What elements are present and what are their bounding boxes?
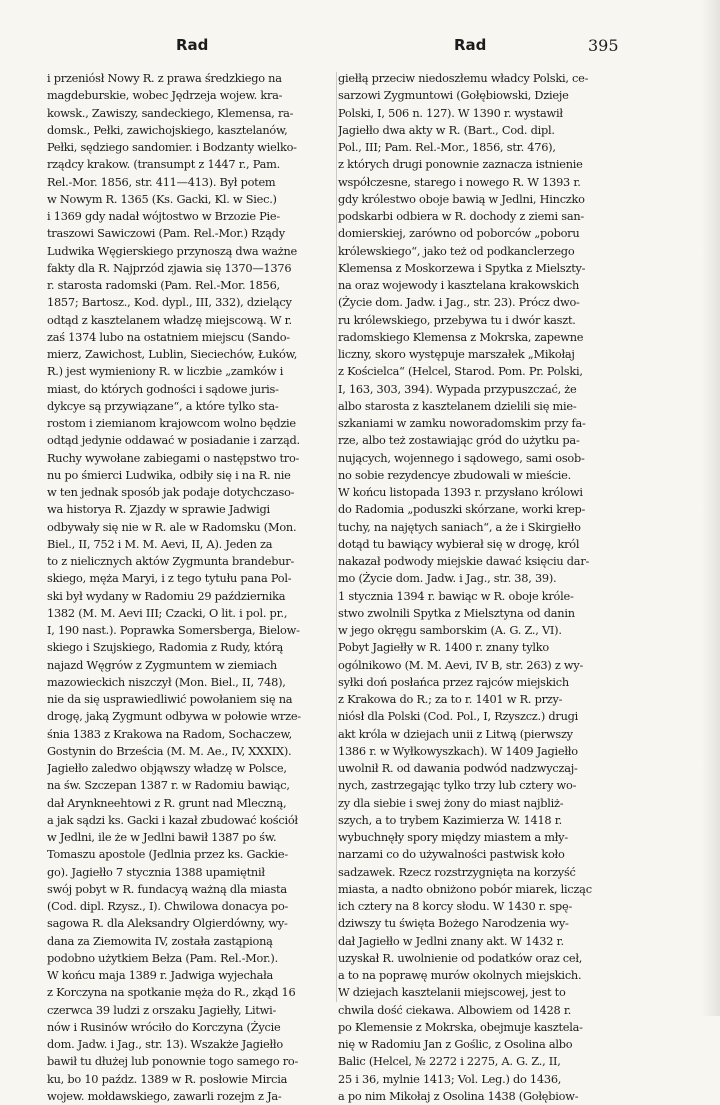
text-line: giełłą przeciw niedoszłemu władcy Polski, ce- xyxy=(338,71,589,85)
text-line: wa historya R. Zjazdy w sprawie Jadwigi xyxy=(47,502,270,517)
text-line: do Radomia „poduszki skórzane, worki krep- xyxy=(338,502,586,517)
header-left-title: Rad xyxy=(176,36,209,54)
text-line: I, 190 nast.). Poprawka Somersberga, Bielow- xyxy=(47,623,300,637)
text-line: mierz, Zawichost, Lublin, Sieciechów, Łuków, xyxy=(47,347,298,361)
text-line: rostom i ziemianom krajowcom wolno będzie xyxy=(47,416,296,430)
text-line: skiego i Szujskiego, Radomia z Rudy, którą xyxy=(47,640,284,655)
text-line: Gostynin do Brześcia (M. M. Ae., IV, XXXIX). xyxy=(47,743,292,758)
text-line: liczny, skoro występuje marszałek „Mikołaj xyxy=(338,347,575,361)
text-line: sadzawek. Rzecz rozstrzygnięta na korzyść xyxy=(338,864,576,879)
text-line: dziwszy tu święta Bożego Narodzenia wy- xyxy=(338,916,569,931)
running-header xyxy=(0,36,720,58)
text-line: najazd Węgrów z Zygmuntem w ziemiach xyxy=(47,657,277,672)
text-line: dom. Jadw. i Jag., str. 13). Wszakże Jagiełło xyxy=(47,1037,283,1051)
text-line: ku, bo 10 paźdz. 1389 w R. posłowie Mircia xyxy=(47,1071,288,1086)
text-line: tuchy, na najętych saniach“, a że i Skirgiełło xyxy=(338,519,581,534)
text-line: na św. Szczepan 1387 r. w Radomiu bawiąc, xyxy=(47,778,290,793)
text-line: ich cztery na 8 korcy słodu. W 1430 r. spę- xyxy=(338,899,573,913)
text-line: traszowi Sawiczowi (Pam. Rel.-Mor.) Rządy xyxy=(47,226,285,241)
text-line: z Korczyna na spotkanie męża do R., zkąd 16 xyxy=(47,985,296,1000)
text-line: w ten jednak sposób jak podaje dotychczaso- xyxy=(47,485,295,499)
text-line: dał Arynkneehtowi z R. grunt nad Mleczną, xyxy=(47,795,287,810)
text-line: nu po śmierci Ludwika, odbiły się i na R. nie xyxy=(47,467,291,482)
text-line: na oraz wojewody i kasztelana krakowskich xyxy=(338,278,580,292)
text-line: nie da się usprawiedliwić powołaniem się na xyxy=(47,692,293,706)
column-divider xyxy=(336,72,337,1002)
text-line: z Kościelca“ (Helcel, Starod. Pom. Pr. Polski, xyxy=(338,364,583,379)
text-line: bawił tu dłużej lub ponownie togo samego ro- xyxy=(47,1054,299,1069)
text-line: Jagiełło dwa akty w R. (Bart., Cod. dipl. xyxy=(338,122,555,137)
text-line: go). Jagiełło 7 stycznia 1388 upamiętnił xyxy=(47,864,265,879)
text-line: 1382 (M. M. Aevi III; Czacki, O lit. i pol. pr., xyxy=(47,605,288,620)
text-line: rządcy krakow. (transumpt z 1447 r., Pam. xyxy=(47,157,280,172)
text-line: dykcye są przywiązane“, a które tylko sta- xyxy=(47,398,279,413)
text-line: stwo zwolnili Spytka z Mielsztyna od danin xyxy=(338,605,575,620)
text-line: Rel.-Mor. 1856, str. 411—413). Był potem xyxy=(47,174,276,189)
text-line: dał Jagiełło w Jedlni znany akt. W 1432 r. xyxy=(338,933,564,948)
text-line: 1857; Bartosz., Kod. dypl., III, 332), dzielący xyxy=(47,295,292,310)
text-line: kowsk., Zawiszy, sandeckiego, Klemensa, ra- xyxy=(47,105,294,120)
text-line: W dziejach kasztelanii miejscowej, jest to xyxy=(338,985,566,1000)
text-line: nię w Radomiu Jan z Goślic, z Osolina albo xyxy=(338,1037,573,1051)
text-line: śnia 1383 z Krakowa na Radom, Sochaczew, xyxy=(47,726,292,741)
text-line: z Krakowa do R.; za to r. 1401 w R. przy- xyxy=(338,692,563,706)
text-line: nów i Rusinów wróciło do Korczyna (Życie xyxy=(47,1019,281,1034)
text-line: chwila dość ciekawa. Albowiem od 1428 r. xyxy=(338,1002,572,1017)
text-line: w jego okręgu samborskim (A. G. Z., VI). xyxy=(338,623,562,637)
text-line: podobno użytkiem Bełza (Pam. Rel.-Mor.). xyxy=(47,950,278,965)
text-line: (Życie dom. Jadw. i Jag., str. 23). Prócz dwo- xyxy=(338,295,580,310)
text-line: i 1369 gdy nadał wójtostwo w Brzozie Pie- xyxy=(47,209,280,223)
text-line: r. starosta radomski (Pam. Rel.-Mor. 1856, xyxy=(47,278,280,292)
text-line: dana za Ziemowita IV, została zastąpioną xyxy=(47,933,273,948)
text-line: mazowieckich niszczył (Mon. Biel., II, 748), xyxy=(47,674,286,689)
page-edge-shadow xyxy=(702,0,720,1016)
text-line: Balic (Helcel, № 2272 i 2275, A. G. Z., II, xyxy=(338,1054,561,1069)
text-line: Polski, I, 506 n. 127). W 1390 r. wystawił xyxy=(338,105,563,120)
text-line: po Klemensie z Mokrska, obejmuje kasztela- xyxy=(338,1019,583,1034)
text-line: dotąd tu bawiący wybierał się w drogę, król xyxy=(338,536,580,551)
page-number: 395 xyxy=(588,36,619,55)
text-line: wojew. mołdawskiego, zawarli rozejm z Ja- xyxy=(47,1088,282,1103)
text-line: Jagiełło zaledwo objąwszy władzę w Polsce, xyxy=(47,761,287,775)
text-line: miasta, a nadto obniżono pobór miarek, licząc xyxy=(338,881,592,896)
text-line: no sobie rezydencye zbudowali w mieście. xyxy=(338,467,571,482)
text-line: a po nim Mikołaj z Osolina 1438 (Gołębiow- xyxy=(338,1088,579,1103)
text-line: gdy królestwo oboje bawią w Jedlni, Hinczko xyxy=(338,191,585,206)
text-line: ski był wydany w Radomiu 29 października xyxy=(47,588,286,603)
text-line: ru królewskiego, przebywa tu i dwór kaszt. xyxy=(338,312,576,327)
text-line: miast, do których godności i sądowe juris- xyxy=(47,381,279,396)
text-line: odtąd z kasztelanem władzę miejscową. W r. xyxy=(47,312,292,327)
text-line: Biel., II, 752 i M. M. Aevi, II, A). Jeden za xyxy=(47,536,273,551)
text-line: nakazał podwody miejskie dawać księciu dar- xyxy=(338,554,590,568)
text-line: albo starosta z kasztelanem dzielili się mie- xyxy=(338,398,577,413)
text-line: sagowa R. dla Aleksandry Olgierdówny, wy- xyxy=(47,916,288,931)
text-line: narzami co do używalności pastwisk koło xyxy=(338,847,565,862)
text-line: zaś 1374 lubo na ostatniem miejscu (Sando- xyxy=(47,329,290,344)
text-line: ogólnikowo (M. M. Aevi, IV B, str. 263) z wy- xyxy=(338,657,584,672)
text-line: czerwca 39 ludzi z orszaku Jagiełły, Litwi- xyxy=(47,1002,277,1017)
text-line: 25 i 36, mylnie 1413; Vol. Leg.) do 1436, xyxy=(338,1071,562,1086)
text-line: zy dla siebie i swej żony do miast najbliż- xyxy=(338,795,564,810)
text-line: radomskiego Klemensa z Mokrska, zapewne xyxy=(338,329,584,344)
text-line: szych, a to trybem Kazimierza W. 1418 r. xyxy=(338,812,563,827)
text-line: W końcu maja 1389 r. Jadwiga wyjechała xyxy=(47,968,274,982)
text-line: w Jedlni, ile że w Jedlni bawił 1387 po św. xyxy=(47,830,277,844)
right-text-column xyxy=(338,70,623,1105)
text-line: w Nowym R. 1365 (Ks. Gacki, Kl. w Siec.) xyxy=(47,191,277,206)
text-line: Pol., III; Pam. Rel.-Mor., 1856, str. 476), xyxy=(338,140,556,154)
text-line: z których drugi ponownie zaznacza istnienie xyxy=(338,157,583,172)
text-line: sarzowi Zygmuntowi (Gołębiowski, Dzieje xyxy=(338,88,569,103)
text-line: syłki doń posłańca przez rajców miejskich xyxy=(338,674,569,689)
text-line: R.) jest wymieniony R. w liczbie „zamków i xyxy=(47,364,284,379)
text-line: odbywały się nie w R. ale w Radomsku (Mon. xyxy=(47,519,297,534)
text-line: Pełki, sędziego sandomier. i Bodzanty wielko- xyxy=(47,140,297,154)
text-line: magdeburskie, wobec Jędrzeja wojew. kra- xyxy=(47,88,283,103)
text-line: królewskiego“, jako też od podkanclerzego xyxy=(338,243,575,258)
text-line: Klemensa z Moskorzewa i Spytka z Mielszty- xyxy=(338,260,586,275)
text-line: a jak sądzi ks. Gacki i kazał zbudować kościół xyxy=(47,812,298,827)
text-line: 1 stycznia 1394 r. bawiąc w R. oboje króle- xyxy=(338,588,574,603)
text-line: fakty dla R. Najprzód zjawia się 1370—1376 xyxy=(47,260,292,275)
left-text-column xyxy=(47,70,335,1105)
text-line: swój pobyt w R. fundacyą ważną dla miasta xyxy=(47,881,287,896)
text-line: Ludwika Węgierskiego przynoszą dwa ważne xyxy=(47,243,297,258)
text-line: niósł dla Polski (Cod. Pol., I, Rzyszcz.) drugi xyxy=(338,709,579,724)
text-line: wybuchnęły spory między miastem a mły- xyxy=(338,830,568,844)
text-line: skiego, męża Maryi, i z tego tytułu pana Pol- xyxy=(47,571,292,586)
text-line: I, 163, 303, 394). Wypada przypuszczać, że xyxy=(338,381,577,396)
text-line: domsk., Pełki, zawichojskiego, kasztelanów, xyxy=(47,122,288,137)
text-line: rze, albo też zostawiając gród do użytku pa- xyxy=(338,433,580,448)
header-right-title: Rad xyxy=(454,36,487,54)
text-line: Ruchy wywołane zabiegami o następstwo tro- xyxy=(47,450,300,465)
text-line: drogę, jaką Zygmunt odbywa w połowie wrze- xyxy=(47,709,301,724)
text-line: W końcu listopada 1393 r. przysłano królowi xyxy=(338,485,583,499)
text-line: a to na poprawę murów okolnych miejskich. xyxy=(338,968,582,982)
text-line: nych, zastrzegając tylko trzy lub cztery wo- xyxy=(338,778,577,793)
text-line: 1386 r. w Wyłkowyszkach). W 1409 Jagiełło xyxy=(338,743,578,758)
text-line: uwolnił R. od dawania podwód nadzwyczaj- xyxy=(338,761,578,775)
text-line: odtąd jedynie oddawać w posiadanie i zarząd. xyxy=(47,433,300,448)
text-line: Pobyt Jagiełły w R. 1400 r. znany tylko xyxy=(338,640,549,655)
text-line: mo (Życie dom. Jadw. i Jag., str. 38, 39). xyxy=(338,571,557,586)
text-line: Tomaszu apostole (Jedlnia przez ks. Gackie- xyxy=(47,847,288,862)
text-line: współczesne, starego i nowego R. W 1393 r. xyxy=(338,174,581,189)
text-line: akt króla w dziejach unii z Litwą (pierwszy xyxy=(338,726,573,741)
text-line: nujących, wojennego i sądowego, sami osob- xyxy=(338,450,585,465)
text-line: uzyskał R. uwolnienie od podatków oraz ceł, xyxy=(338,950,583,965)
text-line: szkaniami w zamku noworadomskim przy fa- xyxy=(338,416,586,430)
text-line: (Cod. dipl. Rzysz., I). Chwilowa donacya po- xyxy=(47,899,289,913)
text-line: i przeniósł Nowy R. z prawa średzkiego na xyxy=(47,71,282,85)
text-line: to z nielicznych aktów Zygmunta brandebur- xyxy=(47,554,295,568)
text-line: domierskiej, zarówno od poborców „poboru xyxy=(338,226,580,241)
text-line: podskarbi odbiera w R. dochody z ziemi san- xyxy=(338,209,585,223)
